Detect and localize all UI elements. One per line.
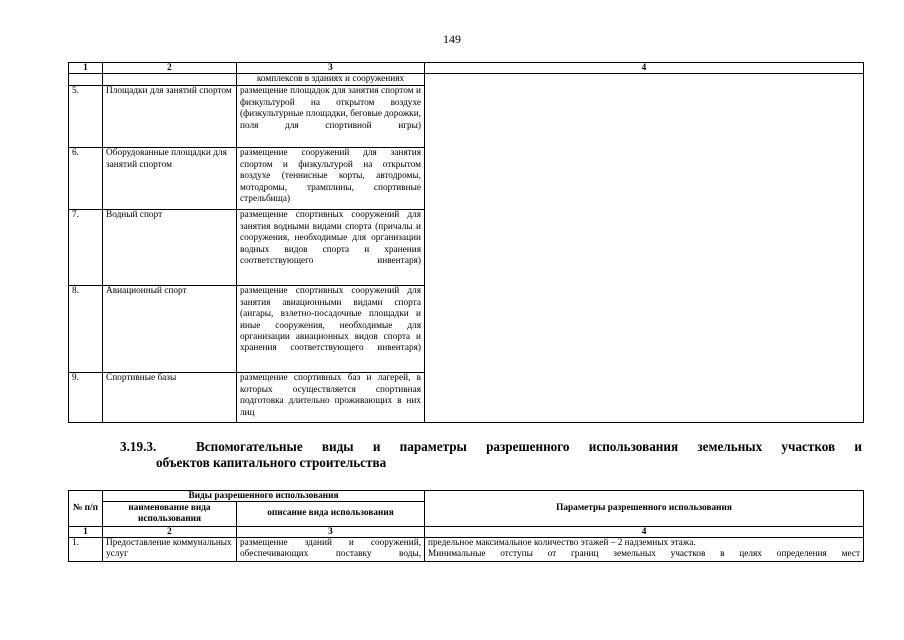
use-description [237,373,425,423]
group-header: Виды разрешенного использования [103,491,425,502]
row-number: 8. [69,286,103,373]
row-number: 5. [69,86,103,148]
use-name: Площадки для занятий спортом [103,86,237,148]
col-desc-header: описание вида использования [237,502,425,527]
params-line: предельное максимальное количество этажей – 2 надземных этажа. [428,538,696,548]
description-text: размещение спортивных баз и лагерей, в которых осуществляется спортивная подготовка длительно проживающих в них лиц [240,373,421,418]
column-number: 2 [103,63,237,74]
column-number: 3 [237,63,425,74]
col-name-header: наименование вида использования [103,502,237,527]
use-description [237,286,425,373]
table-row [69,538,864,562]
use-name: Оборудованные площадки для занятий спортом [103,148,237,210]
auxiliary-uses-table [68,490,864,562]
column-number: 4 [425,527,864,538]
use-description: комплексов в зданиях и сооружениях [237,74,425,86]
use-name: Спортивные базы [103,373,237,423]
column-number: 3 [237,527,425,538]
row-number: 1. [69,538,103,562]
section-number: 3.19.3. [120,439,157,454]
use-description [237,538,425,562]
row-number [69,74,103,86]
description-text: размещение спортивных сооружений для занятия авиационными видами спорта (ангары, взлетно-посадочные площадки и иные сооружения, необходимые для организации авиационных видов спорта и хранения соответствующего инвентаря) [240,286,421,354]
column-number: 4 [425,63,864,74]
header-row [69,491,864,502]
use-name [103,538,237,562]
row-number: 7. [69,210,103,286]
use-name [103,74,237,86]
section-title-line2: объектов капитального строительства [156,455,387,470]
col-params-header: Параметры разрешенного использования [425,491,864,527]
column-number-row [69,527,864,538]
row-number: 6. [69,148,103,210]
params-cell [425,538,864,562]
section-heading [120,439,862,471]
use-description [237,210,425,286]
column-number: 1 [69,527,103,538]
use-name-text: Предоставление коммунальных услуг [106,538,232,560]
column-number: 1 [69,63,103,74]
section-title-line1: Вспомогательные виды и параметры разрешенного использования земельных участков и [196,439,862,454]
params-cell [425,74,864,423]
description-text: размещение сооружений для занятия спортом и физкультурой на открытом воздухе (теннисные корты, автодромы, мотодромы, трамплины, спортивные стрельбища) [240,148,421,205]
col-number-header: № п/п [69,491,103,527]
params-line: Минимальные отступы от границ земельных участков в целях определения мест [428,549,861,560]
table-row [69,74,864,86]
column-number: 2 [103,527,237,538]
description-text: размещение площадок для занятия спортом и физкультурой на открытом воздухе (физкультурные площадки, беговые дорожки, поля для спортивной игры) [240,86,421,131]
row-number: 9. [69,373,103,423]
description-text: размещение зданий и сооружений, обеспечивающих поставку воды, [240,538,422,560]
use-name: Водный спорт [103,210,237,286]
page-number: 149 [443,32,461,46]
sports-uses-table [68,62,864,423]
use-name: Авиационный спорт [103,286,237,373]
description-text: размещение спортивных сооружений для занятия водными видами спорта (причалы и сооружения, необходимые для организации водных видов спорта и хранения соответствующего инвентаря) [240,210,421,267]
use-description [237,148,425,210]
column-number-row [69,63,864,74]
use-description [237,86,425,148]
